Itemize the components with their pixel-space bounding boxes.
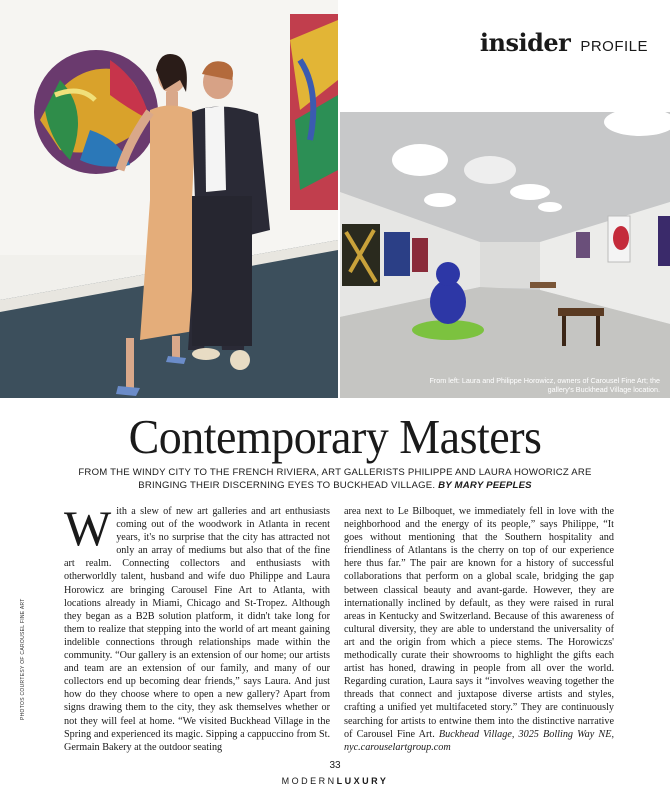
deck-text: FROM THE WINDY CITY TO THE FRENCH RIVIERA, ART GALLERISTS PHILIPPE AND LAURA HOWORICZ ARE BRINGING THEIR DISCERNING EYES TO BUCKHEAD VILLAGE.	[78, 467, 592, 491]
photo-gallery-interior	[340, 112, 670, 398]
page-number: 33	[329, 760, 341, 771]
subsection-label: PROFILE	[580, 38, 648, 55]
body-text-1: ith a slew of new art galleries and art enthusiasts coming out of the woodwork in Atlanta in recent years, it's no surprise that the city has attracted not only an array of mediums but also that of the fine art realm. Connecting collectors and enthusiasts with otherworldly talent, husband and wife duo Philippe and Laura Horowicz are bringing Carousel Fine Art to Atlanta, with locations already in Miami, Chicago and St-Tropez. Although they began as a B2B solution platform, it didn't take long for them to realize that stepping into the world of art meant gaining indelible connections through relationships made within the community. “Our gallery is an extension of our home; our artists and team are an extension of our family, and many of our collectors end up becoming dear friends,” says Laura. And just how do they choose where to open a new gallery? Apart from signs drawing them to the city, they ask themselves whether or not they will feel at home. “We visited Buckhead Village in the Spring and experienced its magic. Sipping a cappuccino from St. Germain Bakery at the outdoor seating	[64, 506, 330, 753]
body-text-2: area next to Le Bilboquet, we immediately fell in love with the neighborhood and the energy of its people,” says Philippe, “It goes without mentioning that the Southern hospitality and friendliness of Atlantans is the cherry on top of our experience here thus far.” The pair are known for a history of successful collaborations that perform on a global scale, bridging the gap between classical beauty and avant-garde. However, they are internationally inclined by default, as they were raised in rural areas in Kentucky and Switzerland. Because of this awareness of cultural diversity, they are able to understand the universality of art and the origin from which a piece stems. The Horowiczs' methodically curate their showrooms to highlight the gifts each artist has honed, drawing in people from all over the world. Regarding curation, Laura says it “involves weaving together the threads that connect and juxtapose diverse artists and styles, crafting a unified yet multifaceted story.” They are continuously searching for artists to entwine them into the distinctive narrative of Carousel Fine Art.	[344, 506, 614, 740]
photo-couple	[0, 0, 338, 398]
byline: BY MARY PEEPLES	[438, 480, 532, 491]
photo-credit: PHOTOS COURTESY OF CAROUSEL FINE ART	[20, 598, 26, 720]
body-column-1	[64, 500, 330, 754]
article-deck	[60, 466, 610, 492]
publication-brand	[0, 776, 670, 786]
photo-caption: From left: Laura and Philippe Horowicz, owners of Carousel Fine Art; the gallery's Buckhead Village location.	[429, 376, 660, 394]
section-label: insider	[479, 28, 571, 57]
section-header	[480, 28, 648, 57]
brand-light: MODERN	[281, 776, 337, 786]
body-column-2	[344, 505, 614, 754]
gallery-address: Buckhead Village, 3025 Bolling Way NE, nyc.carouselartgroup.com	[344, 728, 614, 753]
drop-cap: W	[64, 500, 112, 556]
brand-bold: LUXURY	[336, 776, 389, 786]
article-title: Contemporary Masters	[128, 409, 542, 464]
